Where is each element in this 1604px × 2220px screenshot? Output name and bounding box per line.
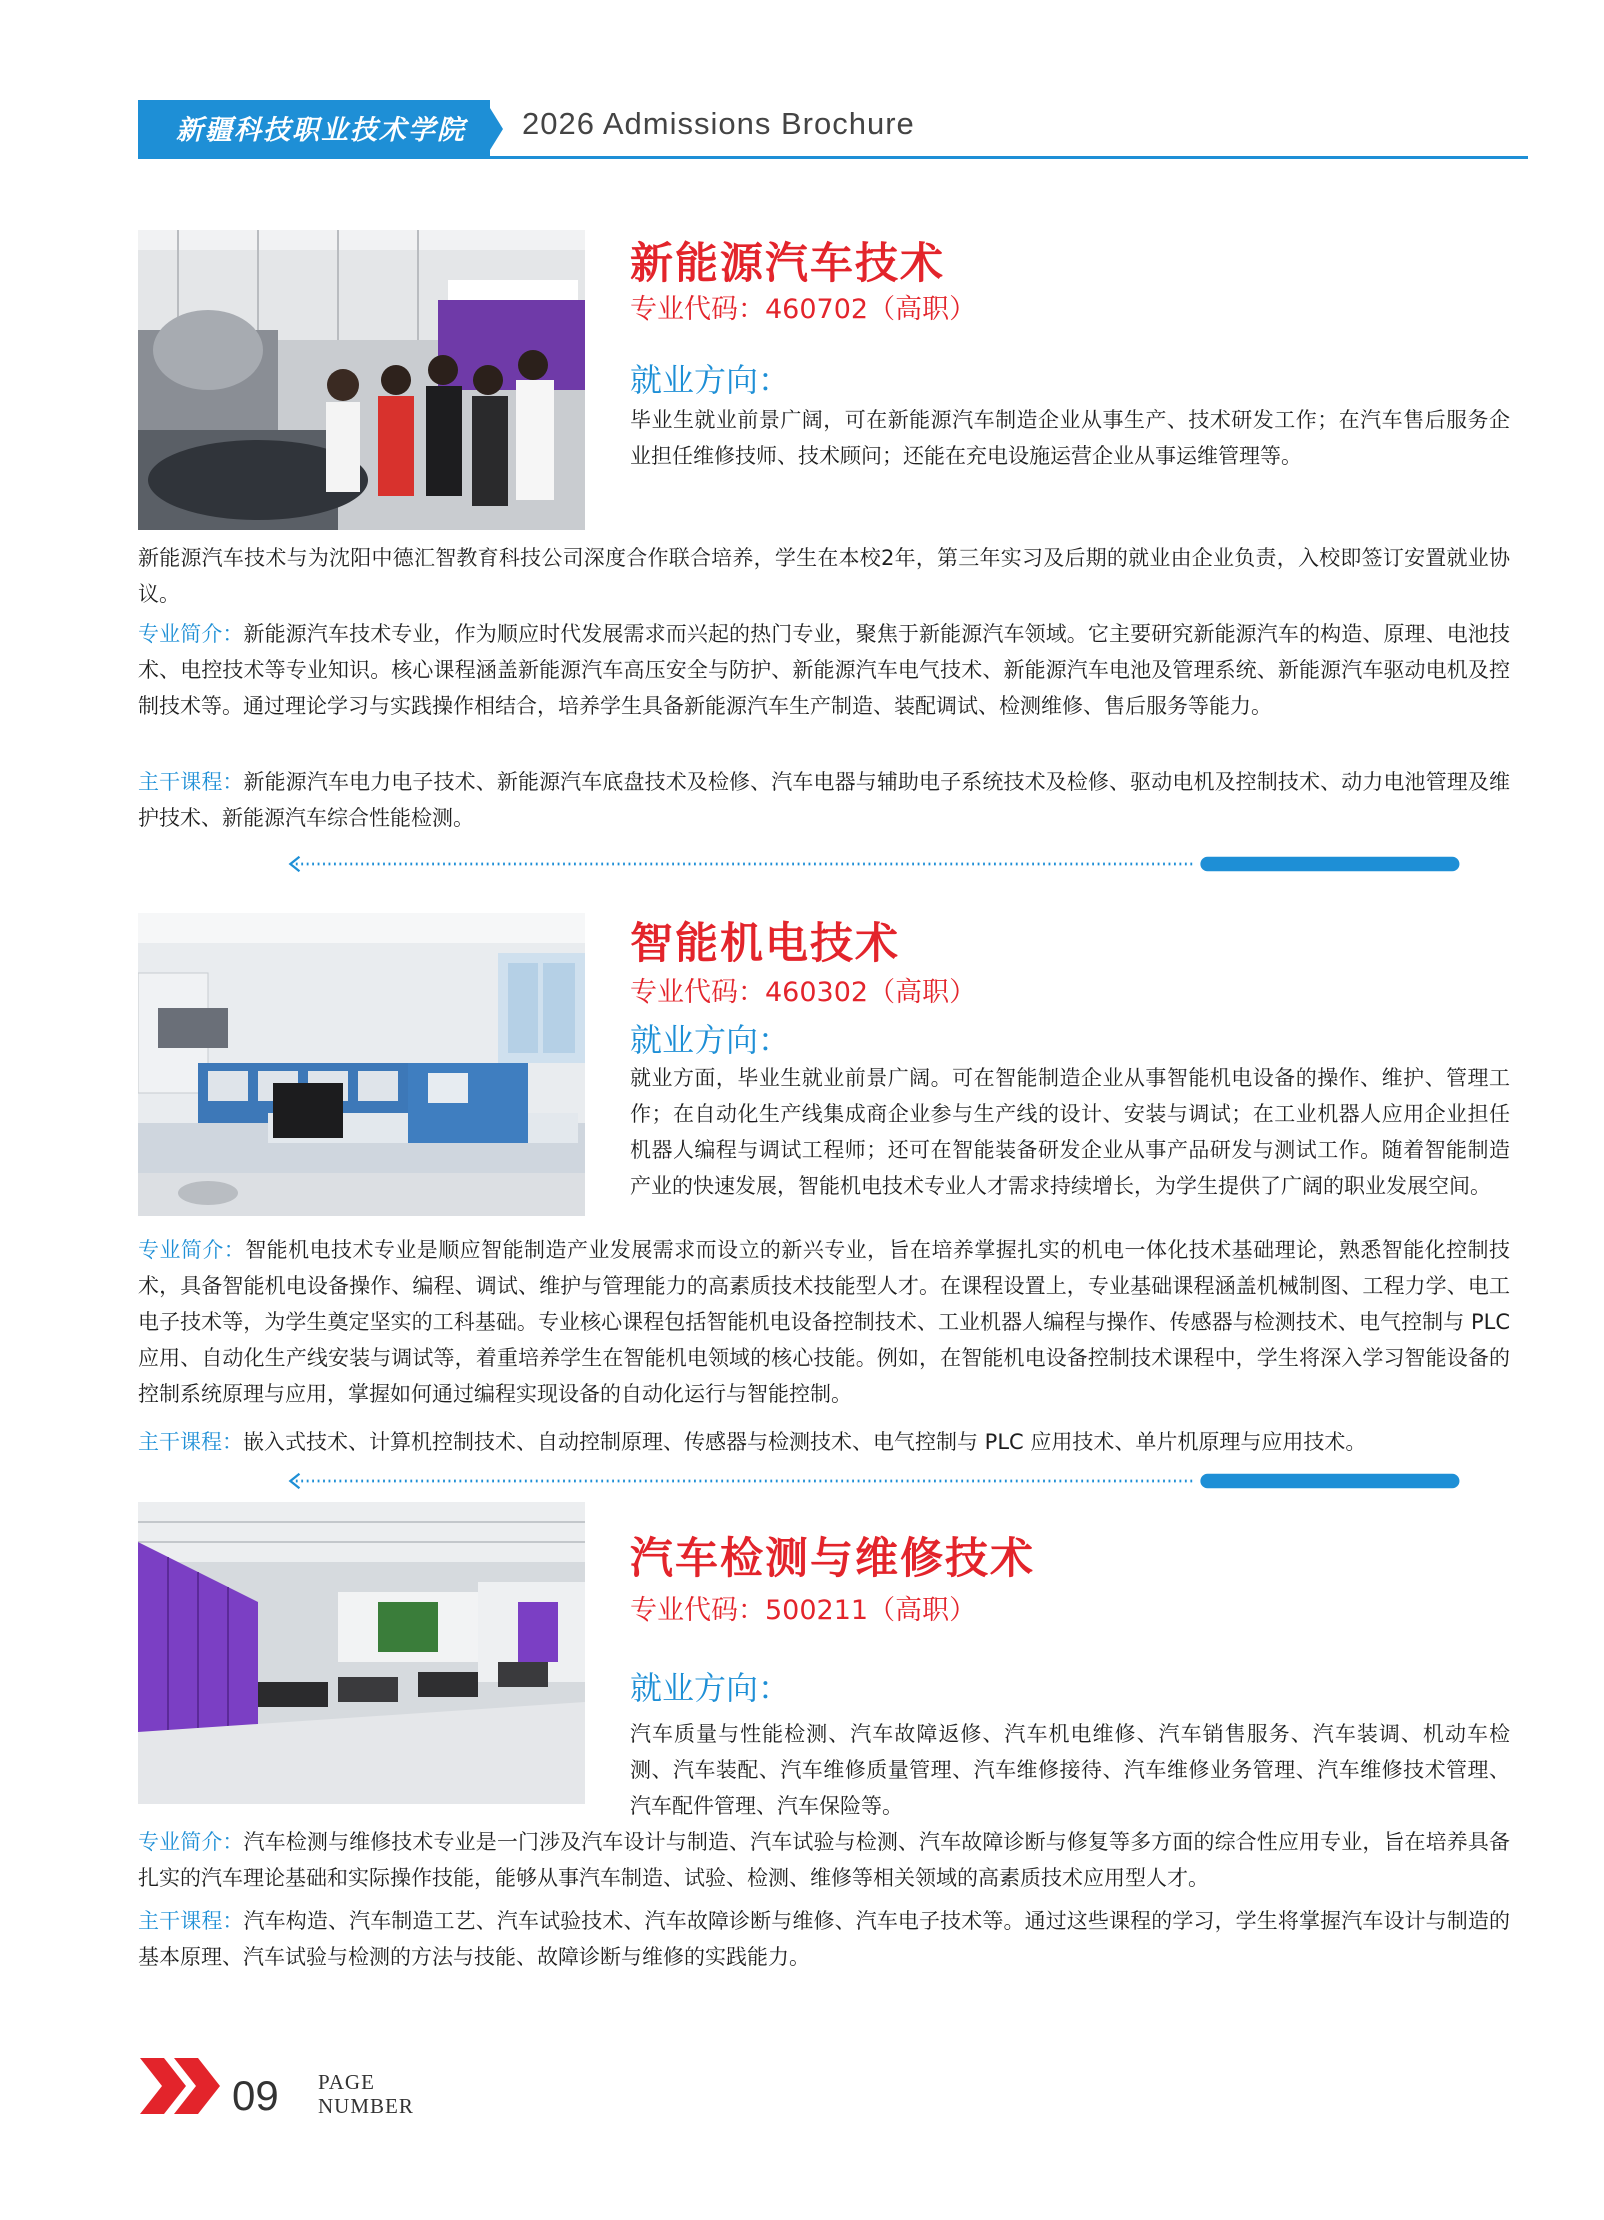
section-3-intro-label: 专业简介： bbox=[138, 1830, 244, 1854]
section-1-code: 专业代码：460702（高职） bbox=[630, 294, 977, 325]
section-2-code: 专业代码：460302（高职） bbox=[630, 977, 977, 1008]
section-2-career-heading: 就业方向： bbox=[630, 1021, 791, 1059]
mechatronics-lab-photo bbox=[138, 913, 585, 1216]
section-3-title: 汽车检测与维修技术 bbox=[630, 1534, 1035, 1584]
section-3-courses-label: 主干课程： bbox=[138, 1909, 244, 1933]
section-2-courses-text: 嵌入式技术、计算机控制技术、自动控制原理、传感器与检测技术、电气控制与 PLC 应用技术、单片机原理与应用技术。 bbox=[243, 1430, 1367, 1454]
ev-workshop-photo bbox=[138, 230, 585, 530]
section-1-partnership: 新能源汽车技术与为沈阳中德汇智教育科技公司深度合作联合培养，学生在本校2年，第三年实习及后期的就业由企业负责，入校即签订安置就业协议。 bbox=[138, 546, 1510, 606]
section-3-courses bbox=[138, 1903, 1510, 1975]
page-number-label bbox=[318, 2070, 414, 2118]
section-2-title: 智能机电技术 bbox=[630, 919, 900, 969]
page-label-line-1: PAGE bbox=[318, 2070, 375, 2094]
double-chevron-icon bbox=[140, 2058, 222, 2114]
section-1-courses-text: 新能源汽车电力电子技术、新能源汽车底盘技术及检修、汽车电器与辅助电子系统技术及检修、驱动电机及控制技术、动力电池管理及维护技术、新能源汽车综合性能检测。 bbox=[138, 770, 1510, 830]
section-2-career-text: 就业方面，毕业生就业前景广阔。可在智能制造企业从事智能机电设备的操作、维护、管理工作；在自动化生产线集成商企业参与生产线的设计、安装与调试；在工业机器人应用企业担任机器人编程与调试工程师；还可在智能装备研发企业从事产品研发与测试工作。随着智能制造产业的快速发展，智能机电技术专业人才需求持续增长，为学生提供了广阔的职业发展空间。 bbox=[630, 1066, 1510, 1198]
section-3-career-heading: 就业方向： bbox=[630, 1669, 791, 1707]
section-1-courses-label: 主干课程： bbox=[138, 770, 244, 794]
section-divider-2 bbox=[228, 1471, 1520, 1491]
section-1-career-text: 毕业生就业前景广阔，可在新能源汽车制造企业从事生产、技术研发工作；在汽车售后服务企业担任维修技师、技术顾问；还能在充电设施运营企业从事运维管理等。 bbox=[630, 408, 1510, 468]
section-divider-1 bbox=[228, 854, 1520, 874]
section-2-courses-label: 主干课程： bbox=[138, 1430, 243, 1454]
section-2-intro-label: 专业简介： bbox=[138, 1238, 246, 1262]
section-3-intro bbox=[138, 1824, 1510, 1896]
section-1-intro-label: 专业简介： bbox=[138, 622, 244, 646]
section-1-title: 新能源汽车技术 bbox=[630, 239, 945, 289]
auto-repair-workshop-photo bbox=[138, 1502, 585, 1804]
page-label-line-2: NUMBER bbox=[318, 2094, 414, 2118]
section-3-career-text: 汽车质量与性能检测、汽车故障返修、汽车机电维修、汽车销售服务、汽车装调、机动车检测、汽车装配、汽车维修质量管理、汽车维修接待、汽车维修业务管理、汽车维修技术管理、汽车配件管理、汽车保险等。 bbox=[630, 1722, 1510, 1818]
section-3-code: 专业代码：500211（高职） bbox=[630, 1595, 977, 1626]
section-2-intro bbox=[138, 1232, 1510, 1412]
section-3-courses-text: 汽车构造、汽车制造工艺、汽车试验技术、汽车故障诊断与维修、汽车电子技术等。通过这些课程的学习，学生将掌握汽车设计与制造的基本原理、汽车试验与检测的方法与技能、故障诊断与维修的实践能力。 bbox=[138, 1909, 1510, 1969]
section-1-career-heading: 就业方向： bbox=[630, 361, 791, 399]
section-1-intro-text: 新能源汽车技术专业，作为顺应时代发展需求而兴起的热门专业，聚焦于新能源汽车领域。它主要研究新能源汽车的构造、原理、电池技术、电控技术等专业知识。核心课程涵盖新能源汽车高压安全与防护、新能源汽车电气技术、新能源汽车电池及管理系统、新能源汽车驱动电机及控制技术等。通过理论学习与实践操作相结合，培养学生具备新能源汽车生产制造、装配调试、检测维修、售后服务等能力。 bbox=[138, 622, 1510, 718]
section-1-courses bbox=[138, 764, 1510, 836]
brochure-subtitle: 2026 Admissions Brochure bbox=[522, 106, 915, 141]
page-number: 09 bbox=[232, 2072, 279, 2119]
section-2-intro-text: 智能机电技术专业是顺应智能制造产业发展需求而设立的新兴专业，旨在培养掌握扎实的机电一体化技术基础理论，熟悉智能化控制技术，具备智能机电设备操作、编程、调试、维护与管理能力的高素质技术技能型人才。在课程设置上，专业基础课程涵盖机械制图、工程力学、电工电子技术等，为学生奠定坚实的工科基础。专业核心课程包括智能机电设备控制技术、工业机器人编程与操作、传感器与检测技术、电气控制与 PLC 应用、自动化生产线安装与调试等，着重培养学生在智能机电领域的核心技能。例如，在智能机电设备控制技术课程中，学生将深入学习智能设备的控制系统原理与应用，掌握如何通过编程实现设备的自动化运行与智能控制。 bbox=[138, 1238, 1511, 1406]
school-name: 新疆科技职业技术学院 bbox=[176, 115, 466, 146]
section-2-courses bbox=[138, 1424, 1510, 1460]
section-1-intro bbox=[138, 616, 1510, 724]
header-rule bbox=[138, 156, 1528, 159]
section-3-intro-text: 汽车检测与维修技术专业是一门涉及汽车设计与制造、汽车试验与检测、汽车故障诊断与修复等多方面的综合性应用专业，旨在培养具备扎实的汽车理论基础和实际操作技能，能够从事汽车制造、试验、检测、维修等相关领域的高素质技术应用型人才。 bbox=[138, 1830, 1510, 1890]
